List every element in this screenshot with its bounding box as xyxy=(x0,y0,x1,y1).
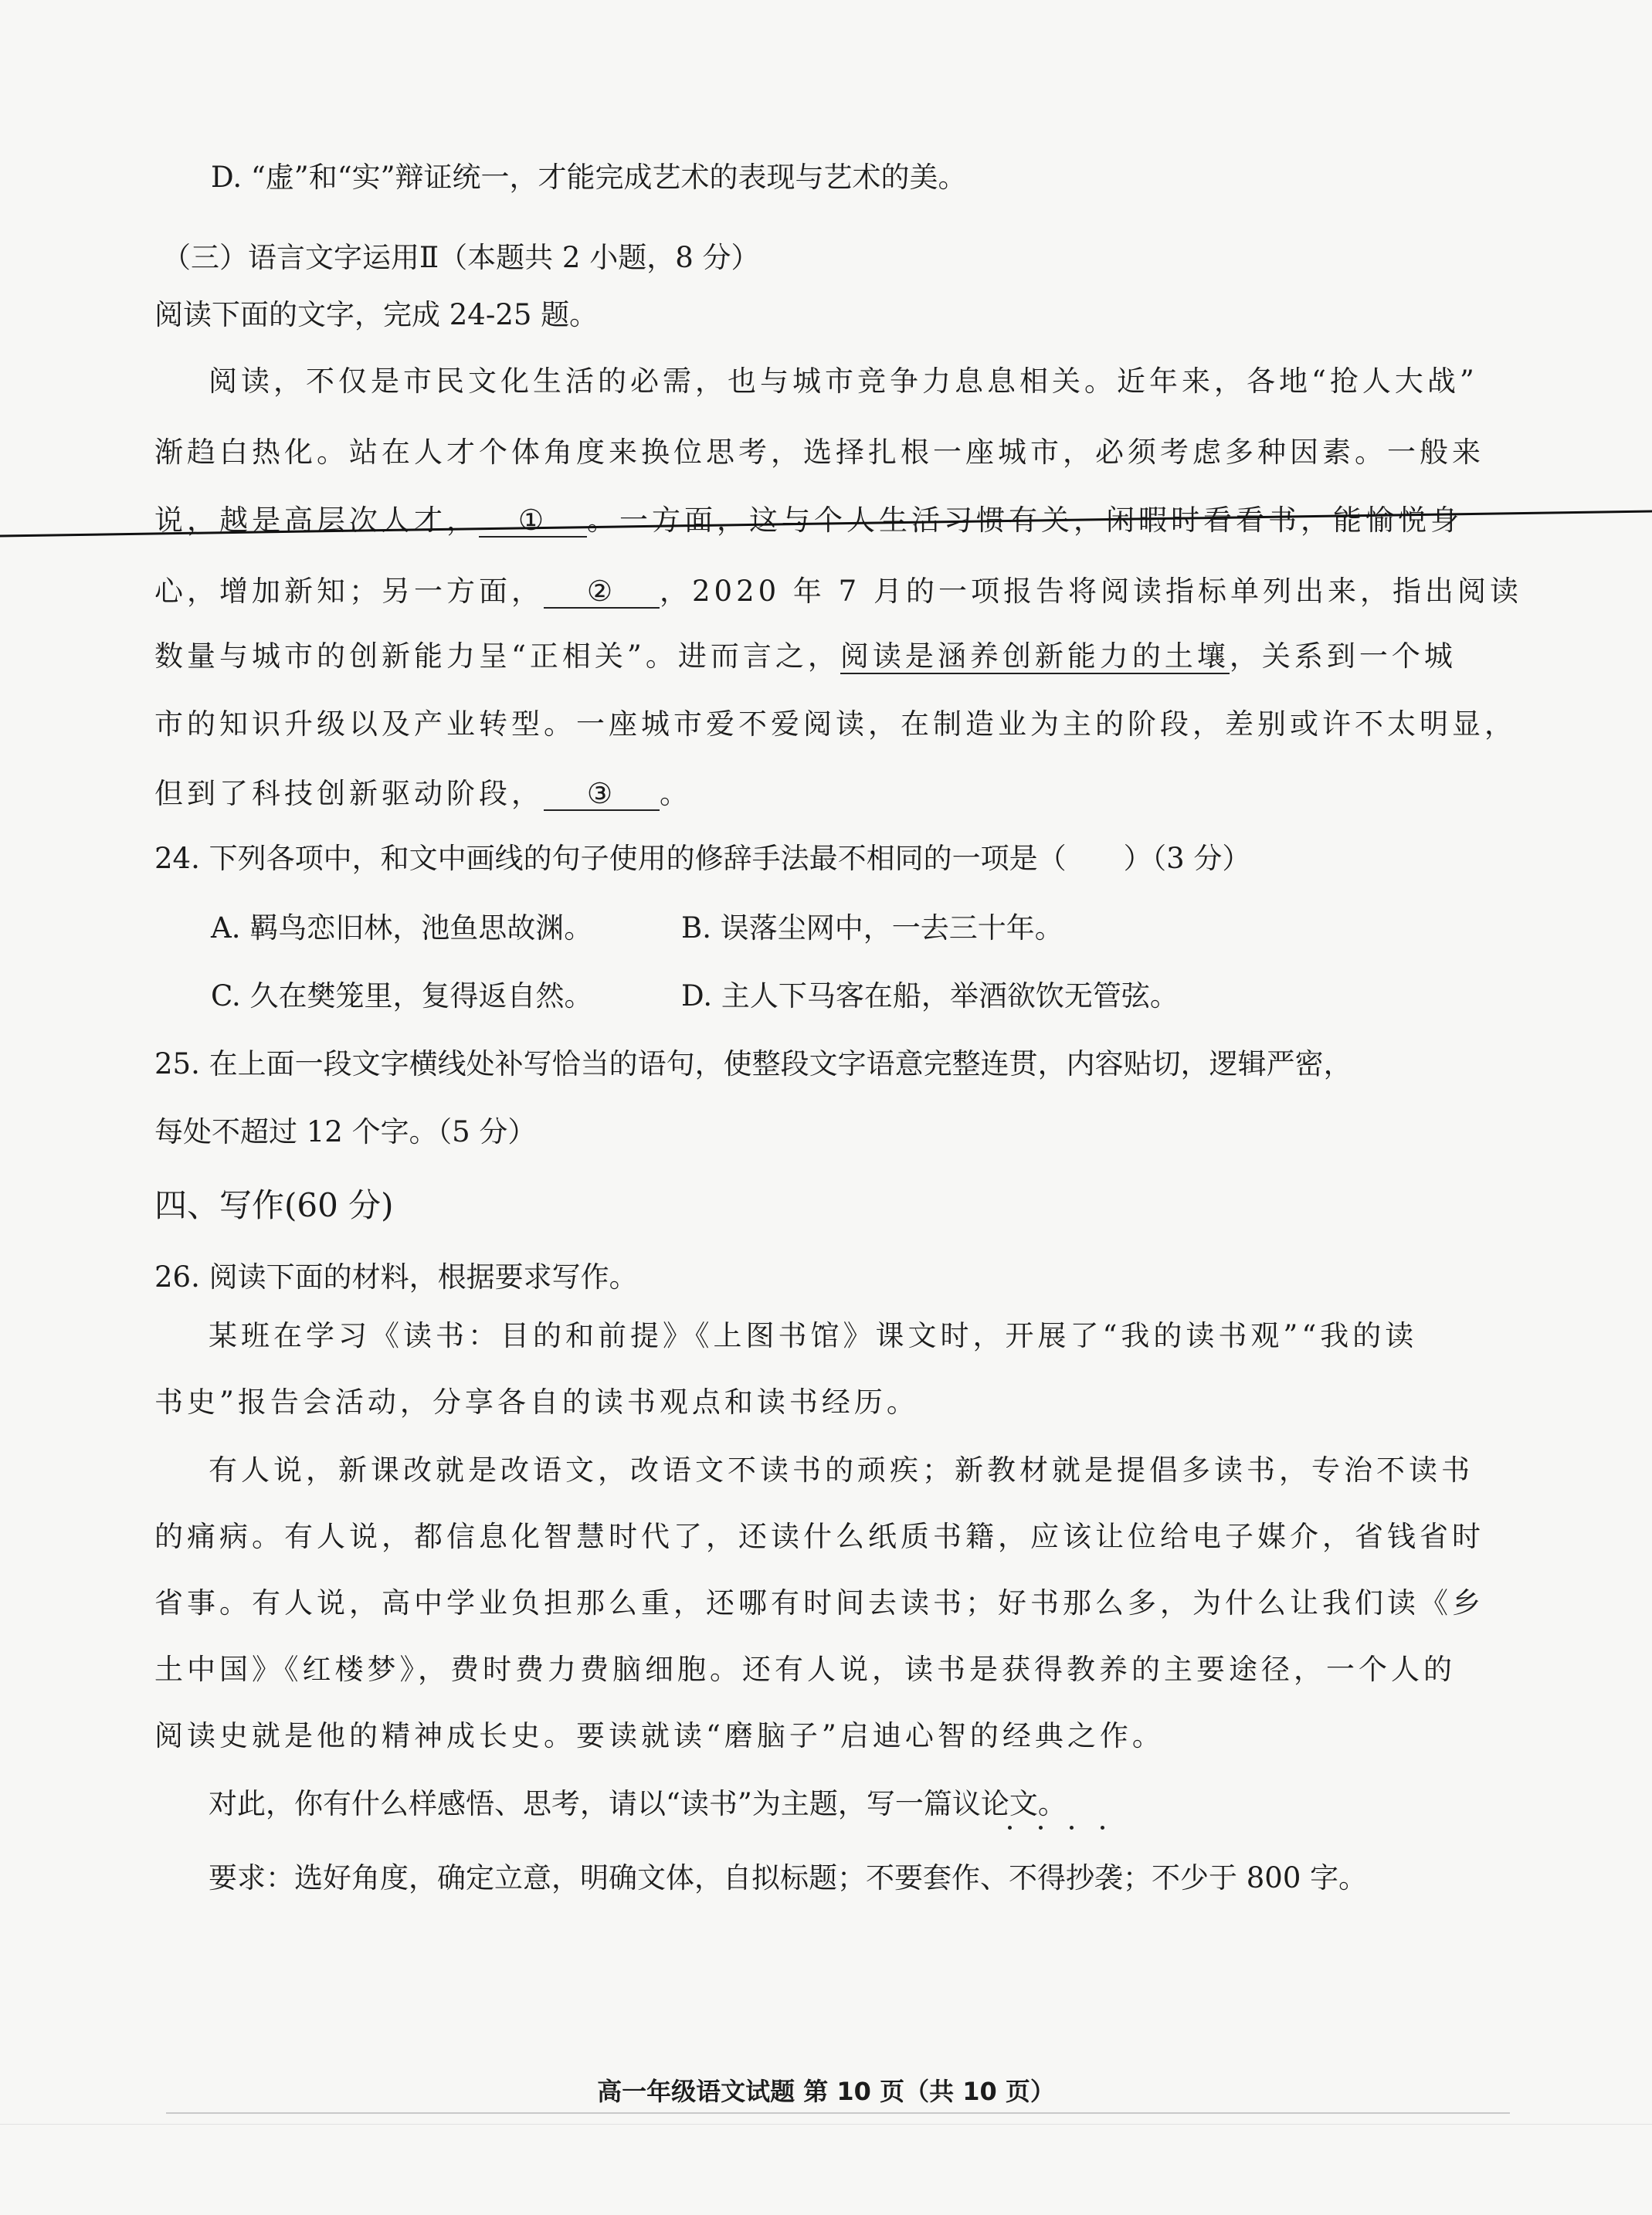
question-25-cont: 每处不超过 12 个字。（5 分） xyxy=(154,1115,537,1148)
material-line: 省事。有人说，高中学业负担那么重，还哪有时间去读书；好书那么多，为什么让我们读《乡 xyxy=(154,1586,1484,1620)
passage-text: ，关系到一个城 xyxy=(1229,639,1457,673)
passage-text: 但到了科技创新驱动阶段， xyxy=(154,777,544,810)
passage-text: 说，越是高层次人才， xyxy=(154,504,479,537)
question-25: 25. 在上面一段文字横线处补写恰当的语句，使整段文字语意完整连贯，内容贴切，逻辑严密， xyxy=(154,1047,1352,1080)
section-heading-writing: 四、写作(60 分) xyxy=(154,1186,394,1224)
option-a: A. 羁鸟恋旧林，池鱼思故渊。 xyxy=(211,911,593,945)
reading-instruction: 阅读下面的文字，完成 24-25 题。 xyxy=(154,298,599,331)
passage-line: 渐趋白热化。站在人才个体角度来换位思考，选择扎根一座城市，必须考虑多种因素。一般来 xyxy=(154,436,1484,469)
passage-line xyxy=(154,775,692,812)
question-26: 26. 阅读下面的材料，根据要求写作。 xyxy=(154,1260,638,1294)
writing-prompt: 对此，你有什么样感悟、思考，请以“读书”为主题，写一篇议论文。 xyxy=(209,1787,1067,1820)
passage-line xyxy=(154,638,1457,675)
emphasis-dots xyxy=(1004,1826,1128,1832)
material-line: 土中国》《红楼梦》，费时费力费脑细胞。还有人说，读书是获得教养的主要途径，一个人的 xyxy=(154,1653,1456,1686)
blank-2: ② xyxy=(544,576,660,609)
material-line: 的痛病。有人说，都信息化智慧时代了，还读什么纸质书籍，应该让位给电子媒介，省钱省时 xyxy=(154,1520,1484,1553)
blank-3: ③ xyxy=(544,778,660,811)
material-line: 有人说，新课改就是改语文，改语文不读书的顽疾；新教材就是提倡多读书，专治不读书 xyxy=(209,1453,1474,1487)
option-b: B. 误落尘网中，一去三十年。 xyxy=(681,911,1063,945)
passage-text: ，2020 年 7 月的一项报告将阅读指标单列出来，指出阅读 xyxy=(660,575,1522,608)
material-line: 某班在学习《读书：目的和前提》《上图书馆》课文时，开展了“我的读书观”“我的读 xyxy=(209,1319,1418,1352)
material-line: 阅读史就是他的精神成长史。要读就读“磨脑子”启迪心智的经典之作。 xyxy=(154,1719,1165,1752)
page-footer: 高一年级语文试题 第 10 页（共 10 页） xyxy=(597,2077,1055,2106)
passage-line xyxy=(154,573,1522,610)
material-line: 书史”报告会活动，分享各自的读书观点和读书经历。 xyxy=(154,1386,919,1419)
passage-line: 市的知识升级以及产业转型。一座城市爱不爱阅读，在制造业为主的阶段，差别或许不太明显， xyxy=(154,707,1517,741)
option-d-previous: D. “虚”和“实”辩证统一，才能完成艺术的表现与艺术的美。 xyxy=(211,161,967,194)
bottom-rule xyxy=(0,2124,1652,2125)
question-24: 24. 下列各项中，和文中画线的句子使用的修辞手法最不相同的一项是（ ）（3 分） xyxy=(154,842,1251,875)
passage-line: 阅读，不仅是市民文化生活的必需，也与城市竞争力息息相关。近年来，各地“抢人大战” xyxy=(209,365,1478,398)
footer-rule xyxy=(166,2112,1510,2114)
passage-text: 。 xyxy=(660,777,692,810)
section-heading-language-use: （三）语言文字运用Ⅱ（本题共 2 小题，8 分） xyxy=(162,241,760,274)
underlined-sentence: 阅读是涵养创新能力的土壤 xyxy=(840,639,1230,673)
passage-text: 心，增加新知；另一方面， xyxy=(154,575,544,608)
option-d: D. 主人下马客在船，举酒欲饮无管弦。 xyxy=(681,979,1179,1013)
pen-stroke-line xyxy=(0,507,1652,541)
writing-requirements: 要求：选好角度，确定立意，明确文体，自拟标题；不要套作、不得抄袭；不少于 800 字。 xyxy=(209,1861,1368,1894)
option-c: C. 久在樊笼里，复得返自然。 xyxy=(211,979,593,1013)
passage-text: 数量与城市的创新能力呈“正相关”。进而言之， xyxy=(154,639,840,673)
passage-text: 。一方面，这与个人生活习惯有关，闲暇时看看书，能愉悦身 xyxy=(587,504,1463,537)
blank-1: ① xyxy=(479,505,587,538)
